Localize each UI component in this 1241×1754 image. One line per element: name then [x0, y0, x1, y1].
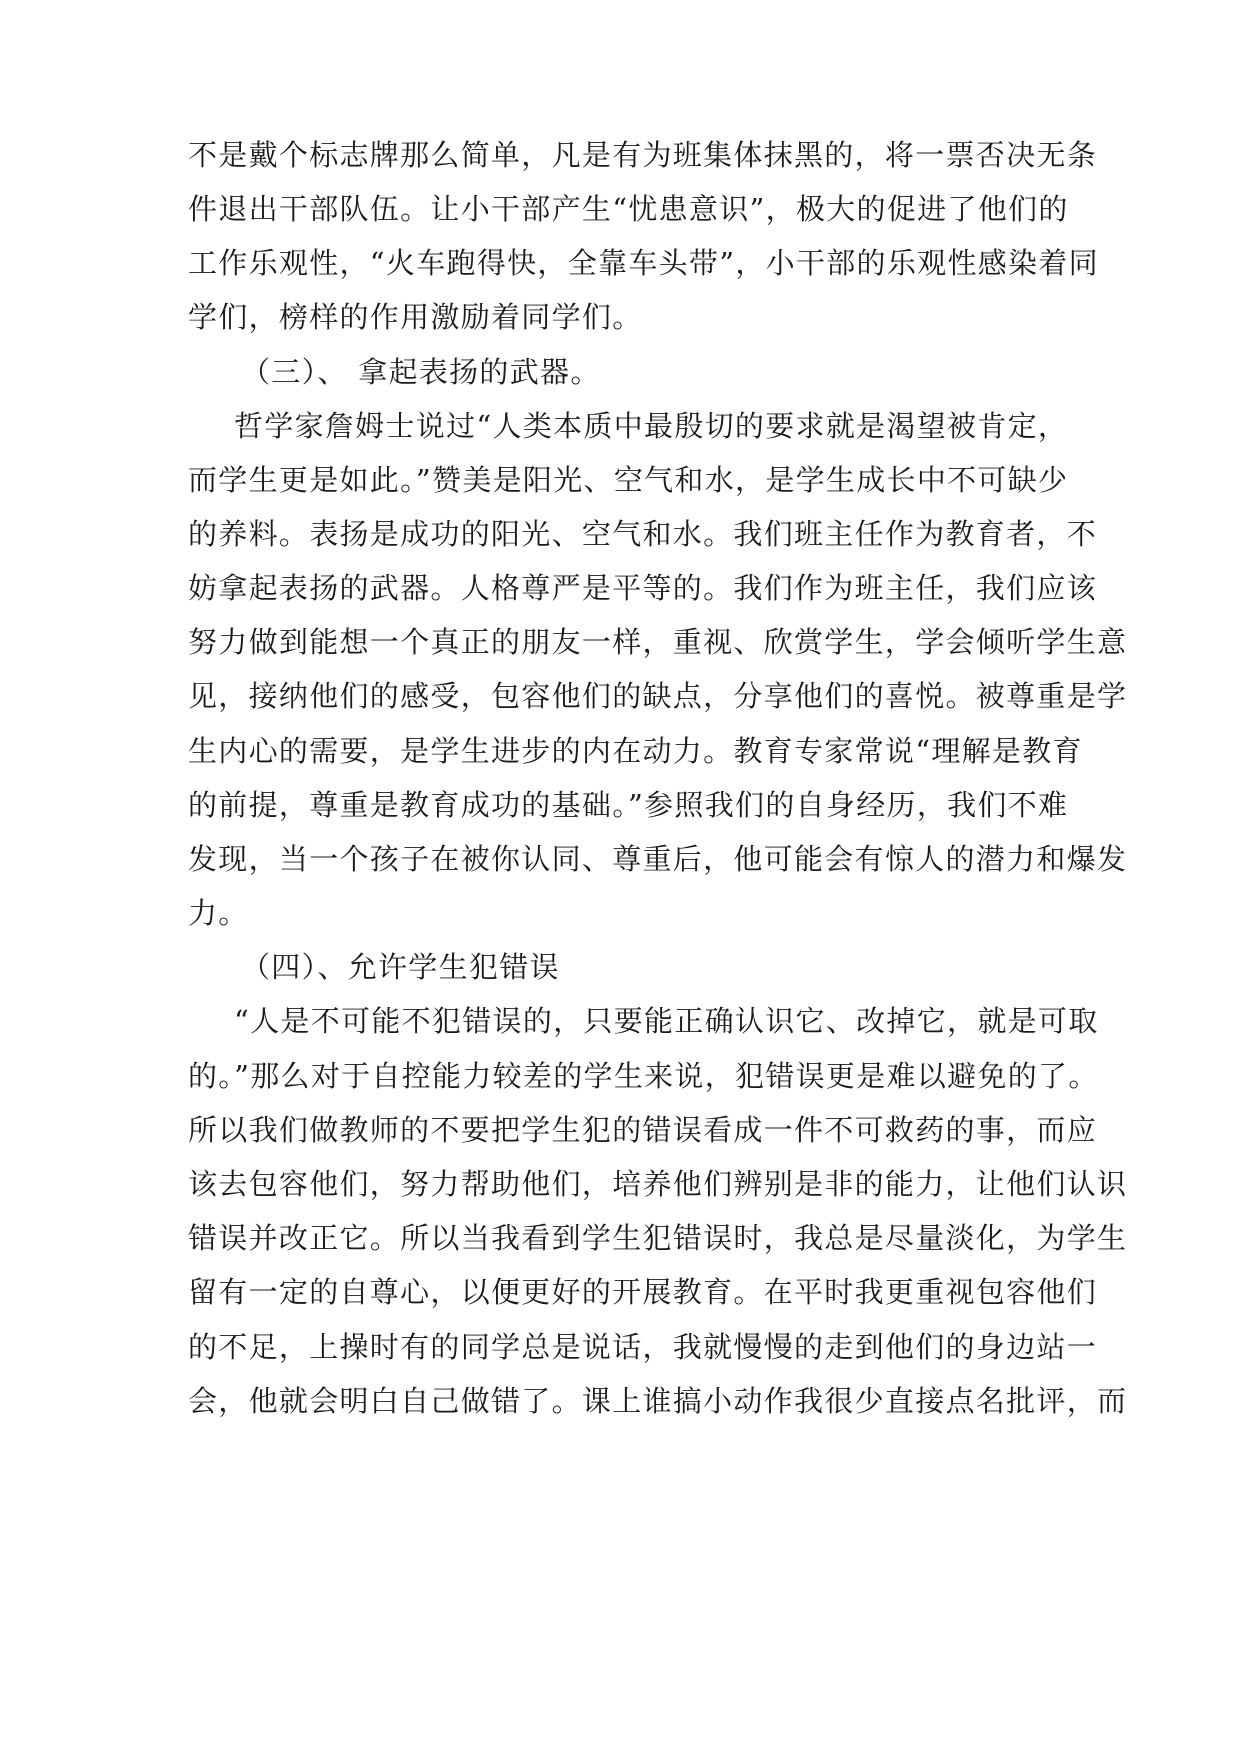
- text-line: 的前提，尊重是教育成功的基础。”参照我们的自身经历，我们不难: [188, 788, 1069, 822]
- text-line: 该去包容他们，努力帮助他们，培养他们辨别是非的能力，让他们认识: [188, 1167, 1128, 1201]
- paragraph-first-line: 哲学家詹姆士说过“人类本质中最殷切的要求就是渴望被肯定，: [234, 409, 1069, 443]
- text-line: 工作乐观性，“火车跑得快，全靠车头带”，小干部的乐观性感染着同: [188, 246, 1099, 280]
- text-line: 的不足，上操时有的同学总是说话，我就慢慢的走到他们的身边站一: [188, 1330, 1098, 1364]
- text-line: 所以我们做教师的不要把学生犯的错误看成一件不可救药的事，而应: [188, 1113, 1098, 1147]
- text-line: 见，接纳他们的感受，包容他们的缺点，分享他们的喜悦。被尊重是学: [188, 679, 1128, 713]
- text-line: 学们，榜样的作用激励着同学们。: [188, 300, 643, 334]
- text-line: 妨拿起表扬的武器。人格尊严是平等的。我们作为班主任，我们应该: [188, 571, 1098, 605]
- text-line: 不是戴个标志牌那么简单，凡是有为班集体抹黑的，将一票否决无条: [188, 138, 1098, 172]
- text-line: 件退出干部队伍。让小干部产生“忧患意识”，极大的促进了他们的: [188, 192, 1069, 226]
- section-heading-3: （三）、 拿起表扬的武器。: [241, 355, 601, 389]
- text-line: 会，他就会明白自己做错了。课上谁搞小动作我很少直接点名批评，而: [188, 1384, 1128, 1418]
- text-line: 生内心的需要，是学生进步的内在动力。教育专家常说“理解是教育: [188, 734, 1083, 768]
- text-line: 而学生更是如此。”赞美是阳光、空气和水，是学生成长中不可缺少: [188, 463, 1069, 497]
- text-line: 留有一定的自尊心，以便更好的开展教育。在平时我更重视包容他们: [188, 1275, 1098, 1309]
- text-line: 的。”那么对于自控能力较差的学生来说，犯错误更是难以避免的了。: [188, 1059, 1099, 1093]
- text-line: 发现，当一个孩子在被你认同、尊重后，他可能会有惊人的潜力和爆发: [188, 842, 1128, 876]
- text-line: 力。: [188, 896, 249, 930]
- text-line: 错误并改正它。所以当我看到学生犯错误时，我总是尽量淡化，为学生: [188, 1221, 1128, 1255]
- text-line: 的养料。表扬是成功的阳光、空气和水。我们班主任作为教育者，不: [188, 517, 1098, 551]
- section-heading-4: （四）、允许学生犯错误: [241, 950, 560, 984]
- paragraph-first-line: “人是不可能不犯错误的，只要能正确认识它、改掉它，就是可取: [234, 1004, 1099, 1038]
- text-line: 努力做到能想一个真正的朋友一样，重视、欣赏学生，学会倾听学生意: [188, 625, 1128, 659]
